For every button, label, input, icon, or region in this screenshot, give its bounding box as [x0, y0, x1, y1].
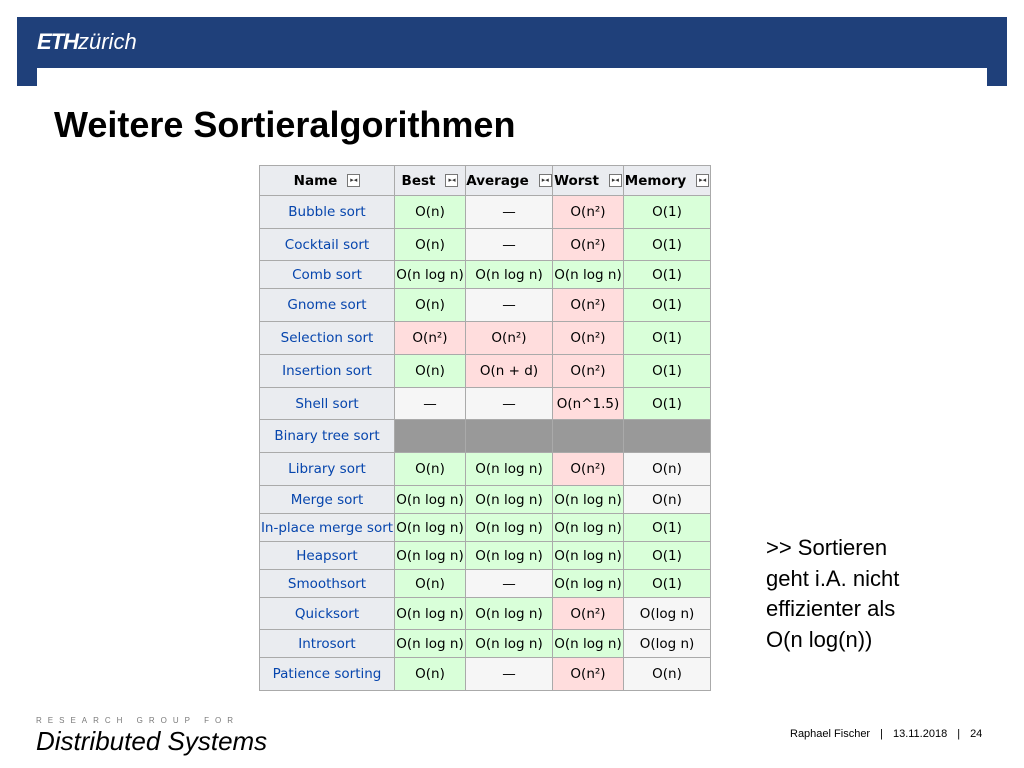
complexity-cell: O(n log n)	[466, 514, 553, 542]
column-header-name[interactable]: Name ▸◂	[260, 166, 395, 196]
complexity-cell: —	[466, 196, 553, 229]
complexity-cell: —	[466, 658, 553, 691]
table-row	[260, 261, 711, 289]
complexity-cell: O(1)	[624, 322, 711, 355]
complexity-cell: O(n²)	[553, 453, 624, 486]
complexity-cell: O(n log n)	[466, 542, 553, 570]
complexity-cell: O(n log n)	[553, 570, 624, 598]
algorithm-name-link[interactable]: Heapsort	[260, 542, 395, 570]
complexity-cell: O(n log n)	[553, 630, 624, 658]
table-row	[260, 630, 711, 658]
complexity-cell: O(n²)	[553, 598, 624, 630]
complexity-cell: O(n)	[395, 289, 466, 322]
complexity-cell: O(1)	[624, 289, 711, 322]
table-row	[260, 322, 711, 355]
complexity-cell	[395, 420, 466, 453]
algorithm-name-link[interactable]: Shell sort	[260, 388, 395, 420]
algorithm-name-link[interactable]: Merge sort	[260, 486, 395, 514]
footer-author: Raphael Fischer	[790, 728, 871, 740]
complexity-cell: O(n)	[395, 453, 466, 486]
complexity-cell: O(1)	[624, 570, 711, 598]
complexity-cell: O(n log n)	[466, 486, 553, 514]
column-header-best[interactable]: Best ▸◂	[395, 166, 466, 196]
complexity-cell: O(n^1.5)	[553, 388, 624, 420]
callout-line: >> Sortieren	[766, 535, 888, 560]
footer-date: 13.11.2018	[892, 728, 948, 740]
algorithm-name-link[interactable]: In-place merge sort	[260, 514, 395, 542]
table-row	[260, 289, 711, 322]
algorithm-name-link[interactable]: Comb sort	[260, 261, 395, 289]
callout-line: geht i.A. nicht	[766, 565, 900, 591]
complexity-cell	[624, 420, 711, 453]
complexity-cell: O(n log n)	[466, 453, 553, 486]
sorting-algorithms-table	[259, 165, 711, 691]
header-bar	[17, 17, 1007, 68]
sort-icon[interactable]: ▸◂	[445, 174, 458, 187]
complexity-cell: O(n)	[395, 658, 466, 691]
footer-separator: |	[880, 728, 883, 740]
column-header-average[interactable]: Average ▸◂	[466, 166, 553, 196]
eth-logo: ETHzürich	[37, 29, 137, 54]
algorithm-name-link[interactable]: Gnome sort	[260, 289, 395, 322]
column-header-memory[interactable]: Memory ▸◂	[624, 166, 711, 196]
complexity-cell: O(n log n)	[395, 261, 466, 289]
complexity-cell: O(n²)	[553, 289, 624, 322]
complexity-cell: —	[395, 388, 466, 420]
complexity-cell: O(n + d)	[466, 355, 553, 388]
algorithm-name-link[interactable]: Selection sort	[260, 322, 395, 355]
complexity-cell: O(n log n)	[466, 261, 553, 289]
complexity-cell: O(n)	[395, 196, 466, 229]
footer-brand-caption: RESEARCH GROUP FOR	[36, 716, 239, 725]
table-row	[260, 229, 711, 261]
table-row	[260, 486, 711, 514]
complexity-cell: O(1)	[624, 388, 711, 420]
complexity-cell: O(n log n)	[395, 630, 466, 658]
algorithm-name-link[interactable]: Patience sorting	[260, 658, 395, 691]
complexity-cell: —	[466, 289, 553, 322]
footer-info	[790, 728, 982, 740]
table-row	[260, 570, 711, 598]
complexity-cell: O(n log n)	[553, 542, 624, 570]
algorithm-name-link[interactable]: Cocktail sort	[260, 229, 395, 261]
algorithm-name-link[interactable]: Insertion sort	[260, 355, 395, 388]
complexity-cell: O(n)	[624, 453, 711, 486]
complexity-cell: O(log n)	[624, 598, 711, 630]
table-row	[260, 196, 711, 229]
sort-icon[interactable]: ▸◂	[539, 174, 552, 187]
complexity-cell: O(n)	[624, 486, 711, 514]
complexity-cell: O(n log n)	[395, 514, 466, 542]
footer-page-number: 24	[970, 728, 983, 740]
sort-icon[interactable]: ▸◂	[609, 174, 622, 187]
complexity-cell: O(n)	[624, 658, 711, 691]
table-row	[260, 542, 711, 570]
complexity-cell: O(n²)	[395, 322, 466, 355]
complexity-cell: O(1)	[624, 514, 711, 542]
complexity-cell: O(n²)	[553, 196, 624, 229]
callout-line: O(n log(n))	[766, 626, 873, 652]
complexity-cell: O(n log n)	[553, 514, 624, 542]
complexity-cell	[466, 420, 553, 453]
footer-brand: Distributed Systems	[36, 726, 268, 756]
algorithm-name-link[interactable]: Quicksort	[260, 598, 395, 630]
algorithm-name-link[interactable]: Library sort	[260, 453, 395, 486]
complexity-cell: —	[466, 570, 553, 598]
sort-icon[interactable]: ▸◂	[696, 174, 709, 187]
complexity-cell: O(n log n)	[553, 261, 624, 289]
table-row	[260, 420, 711, 453]
table-row	[260, 598, 711, 630]
complexity-cell: O(n²)	[553, 322, 624, 355]
complexity-cell	[553, 420, 624, 453]
algorithm-name-link[interactable]: Introsort	[260, 630, 395, 658]
complexity-cell: O(n log n)	[395, 598, 466, 630]
complexity-cell: —	[466, 388, 553, 420]
complexity-cell: O(1)	[624, 261, 711, 289]
complexity-cell: O(n)	[395, 355, 466, 388]
algorithm-name-link[interactable]: Smoothsort	[260, 570, 395, 598]
callout-note	[766, 533, 996, 655]
header-tab-left	[17, 68, 37, 86]
complexity-cell: O(n²)	[466, 322, 553, 355]
complexity-cell: O(n log n)	[395, 486, 466, 514]
complexity-cell: O(log n)	[624, 630, 711, 658]
footer-separator: |	[957, 728, 961, 740]
complexity-cell: O(n log n)	[553, 486, 624, 514]
header-tab-right	[987, 68, 1007, 86]
complexity-cell: O(n log n)	[466, 598, 553, 630]
complexity-cell: O(1)	[624, 542, 711, 570]
algorithm-name-link[interactable]: Bubble sort	[260, 196, 395, 229]
column-header-worst[interactable]: Worst ▸◂	[553, 166, 624, 196]
slide-title: Weitere Sortieralgorithmen	[54, 104, 516, 145]
complexity-cell: O(n²)	[553, 355, 624, 388]
table-row	[260, 658, 711, 691]
complexity-cell: O(1)	[624, 355, 711, 388]
table-row	[260, 355, 711, 388]
callout-line: effizienter als	[766, 596, 896, 621]
complexity-cell: O(1)	[624, 196, 711, 229]
complexity-cell: O(n²)	[553, 658, 624, 691]
table-row	[260, 453, 711, 486]
complexity-cell: O(1)	[624, 229, 711, 261]
algorithm-name-link[interactable]: Binary tree sort	[260, 420, 395, 453]
complexity-cell: O(n log n)	[395, 542, 466, 570]
sort-icon[interactable]: ▸◂	[347, 174, 360, 187]
table-row	[260, 514, 711, 542]
complexity-cell: O(n)	[395, 570, 466, 598]
complexity-cell: O(n log n)	[466, 630, 553, 658]
complexity-cell: O(n)	[395, 229, 466, 261]
complexity-cell: O(n²)	[553, 229, 624, 261]
table-row	[260, 388, 711, 420]
complexity-cell: —	[466, 229, 553, 261]
table-body	[260, 196, 711, 691]
table-header-row	[260, 166, 711, 196]
